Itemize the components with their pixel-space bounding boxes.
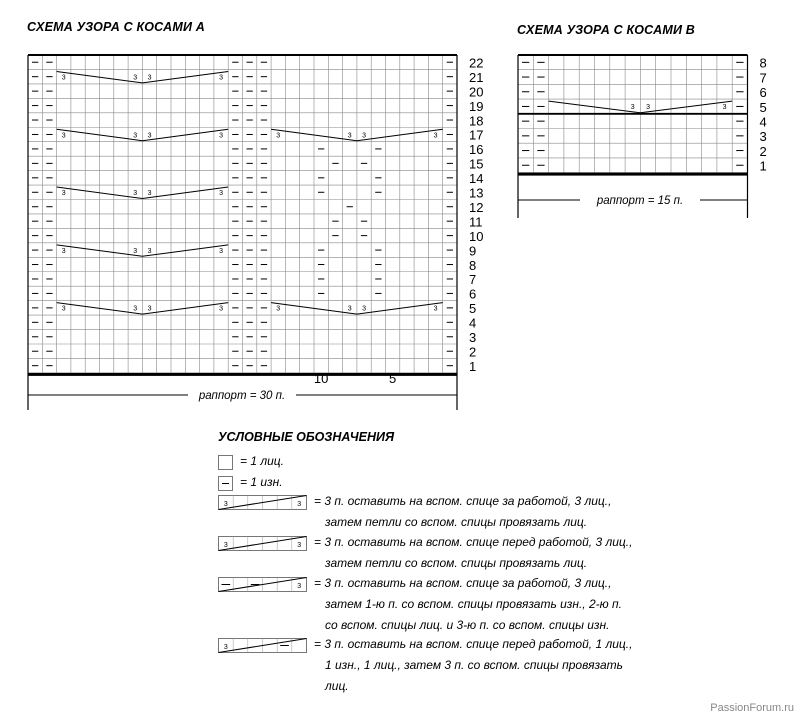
legend-text: со вспом. спицы лиц. и 3-ю п. со вспом. спицы изн. (325, 618, 610, 632)
legend-text: 1 изн., 1 лиц., затем 3 п. со вспом. спицы провязать (325, 658, 623, 672)
cable-back-3-3-symbol (218, 495, 308, 511)
row-number: 12 (469, 199, 484, 215)
cable-label: 3 (219, 74, 224, 82)
cable-label: 3 (61, 132, 66, 140)
cable-label: 3 (61, 74, 66, 82)
symbol-label: 3 (297, 542, 302, 549)
row-number: 16 (469, 142, 484, 158)
cable-label: 3 (630, 104, 635, 112)
symbol-label: 3 (223, 644, 228, 651)
cable-label: 3 (147, 74, 152, 82)
row-number: 7 (469, 272, 477, 288)
row-number: 3 (759, 129, 767, 145)
cable-label: 3 (133, 190, 138, 198)
cable-label: 3 (362, 305, 367, 313)
cable-label: 3 (61, 247, 66, 255)
row-number: 13 (469, 185, 484, 201)
row-number: 2 (469, 344, 477, 360)
symbol-label: 3 (223, 501, 228, 508)
knit-symbol (218, 455, 234, 471)
cable-label: 3 (276, 132, 281, 140)
row-number: 2 (759, 143, 767, 159)
cable-label: 3 (347, 305, 352, 313)
cable-label: 3 (219, 305, 224, 313)
row-number: 5 (759, 99, 767, 115)
cable-label: 3 (219, 247, 224, 255)
row-number: 5 (469, 301, 477, 317)
legend-text: = 1 лиц. (240, 454, 284, 468)
cable-label: 3 (133, 74, 138, 82)
legend-text: затем 1-ю п. со вспом. спицы провязать изн., 2-ю п. (325, 597, 622, 611)
cable-label: 3 (61, 305, 66, 313)
legend-text: = 3 п. оставить на вспом. спице за работой, 3 лиц., (314, 576, 612, 590)
row-number: 19 (469, 98, 484, 114)
row-number: 22 (469, 55, 484, 71)
legend-text: = 3 п. оставить на вспом. спице перед работой, 3 лиц., (314, 535, 633, 549)
symbol-box (219, 456, 233, 470)
cable-label: 3 (219, 190, 224, 198)
cable-label: 3 (433, 305, 438, 313)
repeat-label-a: раппорт = 30 п. (198, 390, 286, 402)
row-number: 6 (759, 85, 767, 101)
cable-front-purl-symbol (218, 638, 308, 654)
row-number: 6 (469, 286, 477, 302)
cable-label: 3 (147, 132, 152, 140)
symbol-label: 3 (223, 542, 228, 549)
row-number: 9 (469, 243, 477, 259)
cable-front-3-3-symbol (218, 536, 308, 552)
cable-label: 3 (646, 104, 651, 112)
legend-text: = 3 п. оставить на вспом. спице за работой, 3 лиц., (314, 494, 612, 508)
row-number: 15 (469, 156, 484, 172)
legend-text: = 1 изн. (240, 475, 283, 489)
row-number: 18 (469, 113, 484, 129)
legend-text: = 3 п. оставить на вспом. спице перед работой, 1 лиц., (314, 637, 633, 651)
row-number: 21 (469, 69, 484, 85)
row-number: 7 (759, 70, 767, 86)
row-number: 4 (759, 114, 767, 130)
legend-text: лиц. (325, 679, 349, 693)
chart-b-bottom-border (518, 173, 748, 176)
symbol-label: 3 (297, 583, 302, 590)
symbol-label: 3 (297, 501, 302, 508)
cable-label: 3 (219, 132, 224, 140)
row-number: 8 (759, 55, 767, 71)
cable-label: 3 (722, 104, 727, 112)
cable-label: 3 (276, 305, 281, 313)
row-number: 3 (469, 330, 477, 345)
cable-label: 3 (147, 305, 152, 313)
legend-text: затем петли со вспом. спицы провязать лиц. (325, 556, 588, 570)
row-number: 20 (469, 84, 484, 100)
cable-label: 3 (61, 190, 66, 198)
cable-label: 3 (133, 305, 138, 313)
cable-label: 3 (133, 132, 138, 140)
cable-label: 3 (147, 247, 152, 255)
repeat-label-b: раппорт = 15 п. (596, 195, 684, 207)
chart-b-title: СХЕМА УЗОРА С КОСАМИ В (517, 23, 696, 37)
legend-title: УСЛОВНЫЕ ОБОЗНАЧЕНИЯ (218, 430, 395, 444)
row-number: 11 (469, 214, 483, 230)
row-number: 8 (469, 257, 477, 273)
purl-symbol (218, 476, 234, 492)
cable-back-purl-symbol (218, 577, 308, 593)
legend-text: затем петли со вспом. спицы провязать лиц. (325, 515, 588, 529)
cable-label: 3 (347, 132, 352, 140)
row-number: 10 (469, 228, 484, 244)
row-number: 1 (469, 358, 477, 374)
watermark: PassionForum.ru (710, 702, 794, 714)
cable-label: 3 (362, 132, 367, 140)
chart-a-grid (28, 55, 457, 373)
cable-label: 3 (133, 247, 138, 255)
row-number: 14 (469, 171, 484, 187)
cable-label: 3 (147, 190, 152, 198)
chart-a-title: СХЕМА УЗОРА С КОСАМИ А (27, 20, 206, 34)
row-number: 4 (469, 315, 477, 331)
cable-label: 3 (433, 132, 438, 140)
bottom-number: 10 (313, 371, 329, 386)
bottom-number: 5 (389, 371, 397, 386)
row-number: 17 (469, 127, 484, 143)
row-number: 1 (759, 158, 767, 174)
